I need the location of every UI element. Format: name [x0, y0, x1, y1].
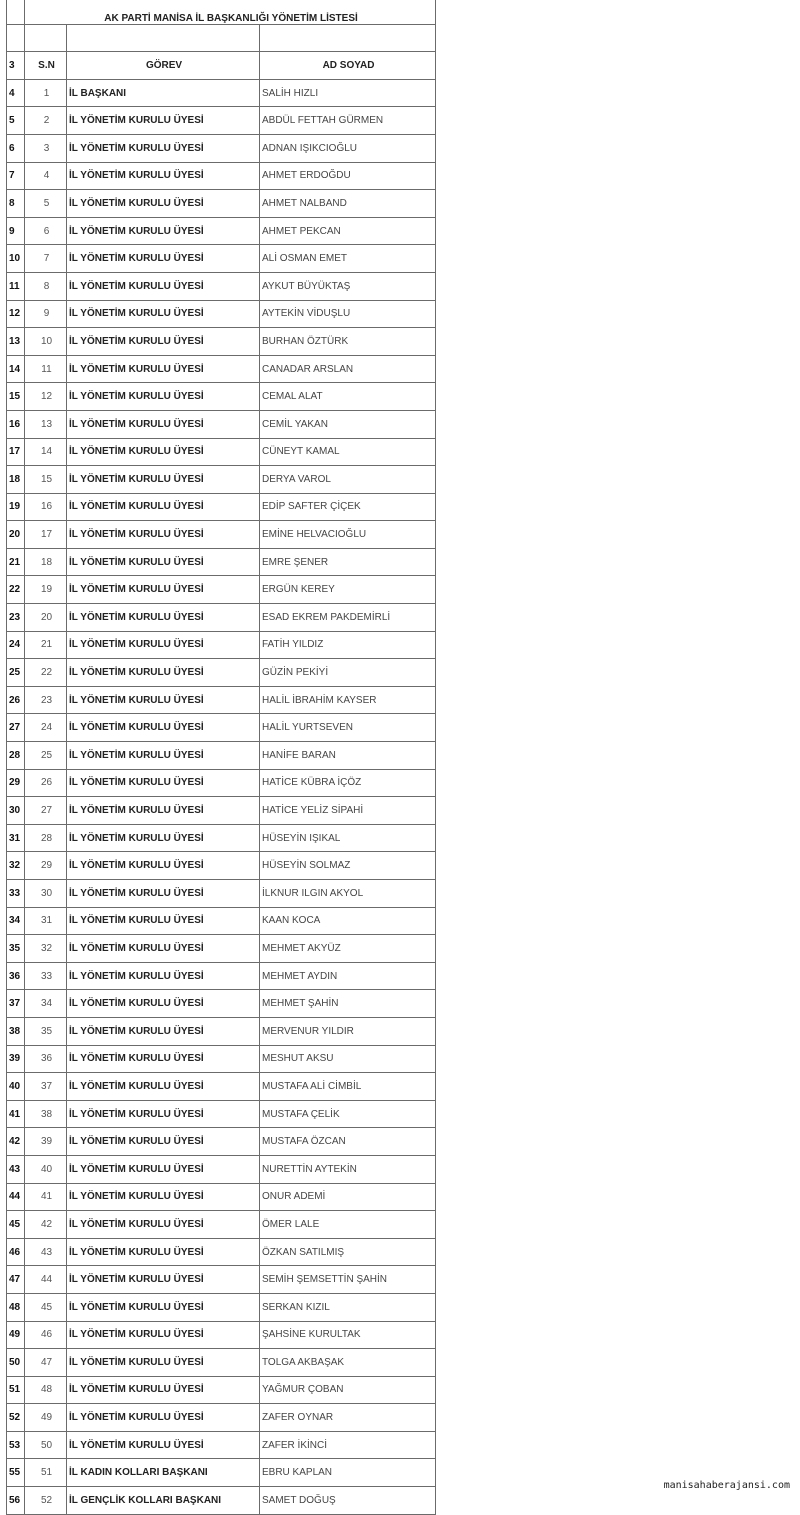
row-number-cell: 43 — [7, 1155, 25, 1183]
table-row — [7, 438, 436, 466]
sn-cell: 9 — [25, 300, 67, 328]
sn-cell: 8 — [25, 272, 67, 300]
sn-cell: 30 — [25, 880, 67, 908]
row-number-cell: 13 — [7, 328, 25, 356]
name-cell: SERKAN KIZIL — [260, 1293, 436, 1321]
row-number-cell: 22 — [7, 576, 25, 604]
table-row — [7, 880, 436, 908]
name-cell: MEHMET ŞAHİN — [260, 990, 436, 1018]
row-number-cell: 34 — [7, 907, 25, 935]
table-row — [7, 962, 436, 990]
header-gorev: GÖREV — [67, 52, 260, 80]
row-number-cell: 32 — [7, 852, 25, 880]
sn-cell: 47 — [25, 1349, 67, 1377]
gorev-cell: İL YÖNETİM KURULU ÜYESİ — [67, 797, 260, 825]
name-cell: MEHMET AKYÜZ — [260, 935, 436, 963]
table-row — [7, 1045, 436, 1073]
table-row — [7, 742, 436, 770]
name-cell: AYKUT BÜYÜKTAŞ — [260, 272, 436, 300]
row-number-cell: 3 — [7, 52, 25, 80]
table-row — [7, 1266, 436, 1294]
table-row — [7, 383, 436, 411]
sn-cell: 31 — [25, 907, 67, 935]
table-row — [7, 1128, 436, 1156]
gorev-cell: İL YÖNETİM KURULU ÜYESİ — [67, 466, 260, 494]
row-number-cell: 28 — [7, 742, 25, 770]
sn-cell: 44 — [25, 1266, 67, 1294]
table-row — [7, 493, 436, 521]
sn-cell: 25 — [25, 742, 67, 770]
sn-cell: 26 — [25, 769, 67, 797]
sn-cell: 6 — [25, 217, 67, 245]
name-cell: ERGÜN KEREY — [260, 576, 436, 604]
sn-cell: 36 — [25, 1045, 67, 1073]
sn-cell: 14 — [25, 438, 67, 466]
table-row — [7, 852, 436, 880]
gorev-cell: İL YÖNETİM KURULU ÜYESİ — [67, 769, 260, 797]
gorev-cell: İL YÖNETİM KURULU ÜYESİ — [67, 604, 260, 632]
row-number-cell: 10 — [7, 245, 25, 273]
table-row — [7, 410, 436, 438]
sn-cell: 40 — [25, 1155, 67, 1183]
table-row — [7, 1404, 436, 1432]
gorev-cell: İL YÖNETİM KURULU ÜYESİ — [67, 438, 260, 466]
gorev-cell: İL YÖNETİM KURULU ÜYESİ — [67, 300, 260, 328]
table-row — [7, 631, 436, 659]
name-cell: CEMAL ALAT — [260, 383, 436, 411]
table-row — [7, 190, 436, 218]
name-cell: BURHAN ÖZTÜRK — [260, 328, 436, 356]
name-cell: ESAD EKREM PAKDEMİRLİ — [260, 604, 436, 632]
name-cell: YAĞMUR ÇOBAN — [260, 1376, 436, 1404]
row-number-cell: 51 — [7, 1376, 25, 1404]
name-cell: MUSTAFA ÇELİK — [260, 1100, 436, 1128]
table-row — [7, 1321, 436, 1349]
table-row — [7, 521, 436, 549]
sn-cell: 35 — [25, 1017, 67, 1045]
row-number-cell: 36 — [7, 962, 25, 990]
gorev-cell: İL YÖNETİM KURULU ÜYESİ — [67, 1293, 260, 1321]
table-row — [7, 245, 436, 273]
row-number-cell: 55 — [7, 1459, 25, 1487]
row-number-cell: 46 — [7, 1238, 25, 1266]
sn-cell: 22 — [25, 659, 67, 687]
name-cell: AHMET ERDOĞDU — [260, 162, 436, 190]
sn-cell: 50 — [25, 1431, 67, 1459]
table-row — [7, 355, 436, 383]
empty-cell — [25, 24, 67, 52]
row-number-cell: 50 — [7, 1349, 25, 1377]
sn-cell: 15 — [25, 466, 67, 494]
sn-cell: 41 — [25, 1183, 67, 1211]
sn-cell: 7 — [25, 245, 67, 273]
name-cell: EBRU KAPLAN — [260, 1459, 436, 1487]
row-number-cell: 18 — [7, 466, 25, 494]
gorev-cell: İL YÖNETİM KURULU ÜYESİ — [67, 659, 260, 687]
gorev-cell: İL YÖNETİM KURULU ÜYESİ — [67, 272, 260, 300]
sn-cell: 34 — [25, 990, 67, 1018]
gorev-cell: İL YÖNETİM KURULU ÜYESİ — [67, 162, 260, 190]
name-cell: SEMİH ŞEMSETTİN ŞAHİN — [260, 1266, 436, 1294]
row-number-cell: 16 — [7, 410, 25, 438]
table-row — [7, 1459, 436, 1487]
name-cell: HATİCE YELİZ SİPAHİ — [260, 797, 436, 825]
table-row — [7, 134, 436, 162]
gorev-cell: İL YÖNETİM KURULU ÜYESİ — [67, 245, 260, 273]
name-cell: MESHUT AKSU — [260, 1045, 436, 1073]
row-number-cell — [7, 24, 25, 52]
name-cell: HANİFE BARAN — [260, 742, 436, 770]
name-cell: AHMET PEKCAN — [260, 217, 436, 245]
row-number-cell: 39 — [7, 1045, 25, 1073]
sn-cell: 17 — [25, 521, 67, 549]
empty-cell — [260, 24, 436, 52]
gorev-cell: İL YÖNETİM KURULU ÜYESİ — [67, 714, 260, 742]
sn-cell: 5 — [25, 190, 67, 218]
row-number-cell: 56 — [7, 1487, 25, 1515]
gorev-cell: İL YÖNETİM KURULU ÜYESİ — [67, 852, 260, 880]
row-number-cell: 37 — [7, 990, 25, 1018]
table-row — [7, 686, 436, 714]
row-number-cell: 25 — [7, 659, 25, 687]
table-row — [7, 576, 436, 604]
header-sn: S.N — [25, 52, 67, 80]
sn-cell: 19 — [25, 576, 67, 604]
sn-cell: 32 — [25, 935, 67, 963]
table-row — [7, 935, 436, 963]
sn-cell: 39 — [25, 1128, 67, 1156]
sn-cell: 4 — [25, 162, 67, 190]
row-number-cell: 4 — [7, 79, 25, 107]
name-cell: SAMET DOĞUŞ — [260, 1487, 436, 1515]
row-number-cell: 14 — [7, 355, 25, 383]
name-cell: HÜSEYİN SOLMAZ — [260, 852, 436, 880]
name-cell: NURETTİN AYTEKİN — [260, 1155, 436, 1183]
gorev-cell: İL YÖNETİM KURULU ÜYESİ — [67, 1321, 260, 1349]
row-number-cell: 53 — [7, 1431, 25, 1459]
gorev-cell: İL YÖNETİM KURULU ÜYESİ — [67, 107, 260, 135]
row-number-cell: 12 — [7, 300, 25, 328]
name-cell: CEMİL YAKAN — [260, 410, 436, 438]
name-cell: MEHMET AYDIN — [260, 962, 436, 990]
sn-cell: 24 — [25, 714, 67, 742]
name-cell: MUSTAFA ALİ CİMBİL — [260, 1073, 436, 1101]
row-number-cell: 29 — [7, 769, 25, 797]
gorev-cell: İL YÖNETİM KURULU ÜYESİ — [67, 990, 260, 1018]
gorev-cell: İL YÖNETİM KURULU ÜYESİ — [67, 1376, 260, 1404]
name-cell: EMRE ŞENER — [260, 548, 436, 576]
name-cell: HATİCE KÜBRA İÇÖZ — [260, 769, 436, 797]
site-watermark: manisahaberajansi.com — [663, 1480, 790, 1491]
table-row — [7, 1100, 436, 1128]
table-row — [7, 797, 436, 825]
name-cell: GÜZİN PEKİYİ — [260, 659, 436, 687]
row-number-cell: 20 — [7, 521, 25, 549]
name-cell: EDİP SAFTER ÇİÇEK — [260, 493, 436, 521]
name-cell: ABDÜL FETTAH GÜRMEN — [260, 107, 436, 135]
sn-cell: 10 — [25, 328, 67, 356]
table-row — [7, 272, 436, 300]
name-cell: AYTEKİN VİDUŞLU — [260, 300, 436, 328]
sn-cell: 3 — [25, 134, 67, 162]
gorev-cell: İL KADIN KOLLARI BAŞKANI — [67, 1459, 260, 1487]
sn-cell: 38 — [25, 1100, 67, 1128]
title-row — [7, 0, 436, 24]
table-row — [7, 1487, 436, 1515]
name-cell: EMİNE HELVACIOĞLU — [260, 521, 436, 549]
table-row — [7, 548, 436, 576]
name-cell: CÜNEYT KAMAL — [260, 438, 436, 466]
row-number-cell: 38 — [7, 1017, 25, 1045]
gorev-cell: İL YÖNETİM KURULU ÜYESİ — [67, 1155, 260, 1183]
row-number-cell: 40 — [7, 1073, 25, 1101]
row-number-cell: 5 — [7, 107, 25, 135]
gorev-cell: İL YÖNETİM KURULU ÜYESİ — [67, 907, 260, 935]
sn-cell: 52 — [25, 1487, 67, 1515]
gorev-cell: İL BAŞKANI — [67, 79, 260, 107]
row-number-cell: 27 — [7, 714, 25, 742]
sn-cell: 46 — [25, 1321, 67, 1349]
sn-cell: 48 — [25, 1376, 67, 1404]
gorev-cell: İL YÖNETİM KURULU ÜYESİ — [67, 1017, 260, 1045]
gorev-cell: İL YÖNETİM KURULU ÜYESİ — [67, 686, 260, 714]
row-number-cell: 49 — [7, 1321, 25, 1349]
row-number-cell: 52 — [7, 1404, 25, 1432]
row-number-cell: 48 — [7, 1293, 25, 1321]
gorev-cell: İL YÖNETİM KURULU ÜYESİ — [67, 1183, 260, 1211]
name-cell: FATİH YILDIZ — [260, 631, 436, 659]
sn-cell: 16 — [25, 493, 67, 521]
gorev-cell: İL YÖNETİM KURULU ÜYESİ — [67, 1238, 260, 1266]
row-number-cell: 11 — [7, 272, 25, 300]
name-cell: ADNAN IŞIKCIOĞLU — [260, 134, 436, 162]
gorev-cell: İL YÖNETİM KURULU ÜYESİ — [67, 1073, 260, 1101]
gorev-cell: İL YÖNETİM KURULU ÜYESİ — [67, 1404, 260, 1432]
name-cell: AHMET NALBAND — [260, 190, 436, 218]
row-number-cell: 41 — [7, 1100, 25, 1128]
gorev-cell: İL YÖNETİM KURULU ÜYESİ — [67, 935, 260, 963]
gorev-cell: İL YÖNETİM KURULU ÜYESİ — [67, 190, 260, 218]
sn-cell: 29 — [25, 852, 67, 880]
roster-spreadsheet — [6, 0, 436, 1515]
gorev-cell: İL YÖNETİM KURULU ÜYESİ — [67, 1100, 260, 1128]
gorev-cell: İL YÖNETİM KURULU ÜYESİ — [67, 493, 260, 521]
gorev-cell: İL YÖNETİM KURULU ÜYESİ — [67, 962, 260, 990]
table-row — [7, 300, 436, 328]
name-cell: ALİ OSMAN EMET — [260, 245, 436, 273]
name-cell: ZAFER İKİNCİ — [260, 1431, 436, 1459]
sn-cell: 28 — [25, 824, 67, 852]
sn-cell: 33 — [25, 962, 67, 990]
table-row — [7, 1155, 436, 1183]
gorev-cell: İL YÖNETİM KURULU ÜYESİ — [67, 383, 260, 411]
row-number-cell: 30 — [7, 797, 25, 825]
gorev-cell: İL YÖNETİM KURULU ÜYESİ — [67, 824, 260, 852]
table-row — [7, 1211, 436, 1239]
gorev-cell: İL YÖNETİM KURULU ÜYESİ — [67, 410, 260, 438]
sn-cell: 21 — [25, 631, 67, 659]
sn-cell: 11 — [25, 355, 67, 383]
gorev-cell: İL YÖNETİM KURULU ÜYESİ — [67, 1431, 260, 1459]
sn-cell: 2 — [25, 107, 67, 135]
name-cell: KAAN KOCA — [260, 907, 436, 935]
table-row — [7, 328, 436, 356]
name-cell: ÖMER LALE — [260, 1211, 436, 1239]
row-number-cell: 33 — [7, 880, 25, 908]
row-number-cell: 45 — [7, 1211, 25, 1239]
table-row — [7, 1017, 436, 1045]
name-cell: HALİL YURTSEVEN — [260, 714, 436, 742]
gorev-cell: İL YÖNETİM KURULU ÜYESİ — [67, 1045, 260, 1073]
name-cell: ŞAHSİNE KURULTAK — [260, 1321, 436, 1349]
gorev-cell: İL YÖNETİM KURULU ÜYESİ — [67, 1211, 260, 1239]
name-cell: CANADAR ARSLAN — [260, 355, 436, 383]
name-cell: ZAFER OYNAR — [260, 1404, 436, 1432]
name-cell: SALİH HIZLI — [260, 79, 436, 107]
gorev-cell: İL YÖNETİM KURULU ÜYESİ — [67, 134, 260, 162]
row-number-cell: 7 — [7, 162, 25, 190]
sn-cell: 42 — [25, 1211, 67, 1239]
table-row — [7, 107, 436, 135]
table-row — [7, 604, 436, 632]
gorev-cell: İL GENÇLİK KOLLARI BAŞKANI — [67, 1487, 260, 1515]
table-row — [7, 714, 436, 742]
row-number-cell: 47 — [7, 1266, 25, 1294]
gorev-cell: İL YÖNETİM KURULU ÜYESİ — [67, 1128, 260, 1156]
row-number-cell: 26 — [7, 686, 25, 714]
name-cell: ONUR ADEMİ — [260, 1183, 436, 1211]
name-cell: HALİL İBRAHİM KAYSER — [260, 686, 436, 714]
table-row — [7, 1183, 436, 1211]
sn-cell: 23 — [25, 686, 67, 714]
gorev-cell: İL YÖNETİM KURULU ÜYESİ — [67, 328, 260, 356]
name-cell: MUSTAFA ÖZCAN — [260, 1128, 436, 1156]
table-row — [7, 1349, 436, 1377]
sheet-title: AK PARTİ MANİSA İL BAŞKANLIĞI YÖNETİM LİSTESİ — [25, 0, 436, 24]
gorev-cell: İL YÖNETİM KURULU ÜYESİ — [67, 548, 260, 576]
sn-cell: 1 — [25, 79, 67, 107]
sn-cell: 37 — [25, 1073, 67, 1101]
name-cell: HÜSEYİN IŞIKAL — [260, 824, 436, 852]
row-number-cell — [7, 0, 25, 24]
name-cell: DERYA VAROL — [260, 466, 436, 494]
table-row — [7, 162, 436, 190]
row-number-cell: 21 — [7, 548, 25, 576]
table-row — [7, 1073, 436, 1101]
row-number-cell: 23 — [7, 604, 25, 632]
row-number-cell: 42 — [7, 1128, 25, 1156]
row-number-cell: 9 — [7, 217, 25, 245]
row-number-cell: 17 — [7, 438, 25, 466]
blank-row — [7, 24, 436, 52]
table-row — [7, 990, 436, 1018]
sn-cell: 45 — [25, 1293, 67, 1321]
row-number-cell: 35 — [7, 935, 25, 963]
name-cell: TOLGA AKBAŞAK — [260, 1349, 436, 1377]
sn-cell: 13 — [25, 410, 67, 438]
header-row — [7, 52, 436, 80]
gorev-cell: İL YÖNETİM KURULU ÜYESİ — [67, 880, 260, 908]
table-row — [7, 824, 436, 852]
sn-cell: 43 — [25, 1238, 67, 1266]
name-cell: İLKNUR ILGIN AKYOL — [260, 880, 436, 908]
gorev-cell: İL YÖNETİM KURULU ÜYESİ — [67, 217, 260, 245]
gorev-cell: İL YÖNETİM KURULU ÜYESİ — [67, 742, 260, 770]
table-row — [7, 466, 436, 494]
table-row — [7, 1376, 436, 1404]
table-row — [7, 217, 436, 245]
sn-cell: 18 — [25, 548, 67, 576]
sn-cell: 12 — [25, 383, 67, 411]
gorev-cell: İL YÖNETİM KURULU ÜYESİ — [67, 1266, 260, 1294]
table-row — [7, 907, 436, 935]
table-row — [7, 1431, 436, 1459]
row-number-cell: 6 — [7, 134, 25, 162]
row-number-cell: 15 — [7, 383, 25, 411]
gorev-cell: İL YÖNETİM KURULU ÜYESİ — [67, 576, 260, 604]
gorev-cell: İL YÖNETİM KURULU ÜYESİ — [67, 355, 260, 383]
row-number-cell: 44 — [7, 1183, 25, 1211]
row-number-cell: 19 — [7, 493, 25, 521]
sn-cell: 49 — [25, 1404, 67, 1432]
table-row — [7, 769, 436, 797]
gorev-cell: İL YÖNETİM KURULU ÜYESİ — [67, 1349, 260, 1377]
sn-cell: 20 — [25, 604, 67, 632]
empty-cell — [67, 24, 260, 52]
table-row — [7, 79, 436, 107]
sn-cell: 51 — [25, 1459, 67, 1487]
table-row — [7, 1293, 436, 1321]
row-number-cell: 8 — [7, 190, 25, 218]
sn-cell: 27 — [25, 797, 67, 825]
row-number-cell: 31 — [7, 824, 25, 852]
gorev-cell: İL YÖNETİM KURULU ÜYESİ — [67, 521, 260, 549]
table-row — [7, 659, 436, 687]
name-cell: ÖZKAN SATILMIŞ — [260, 1238, 436, 1266]
header-ad-soyad: AD SOYAD — [260, 52, 436, 80]
gorev-cell: İL YÖNETİM KURULU ÜYESİ — [67, 631, 260, 659]
table-row — [7, 1238, 436, 1266]
row-number-cell: 24 — [7, 631, 25, 659]
name-cell: MERVENUR YILDIR — [260, 1017, 436, 1045]
